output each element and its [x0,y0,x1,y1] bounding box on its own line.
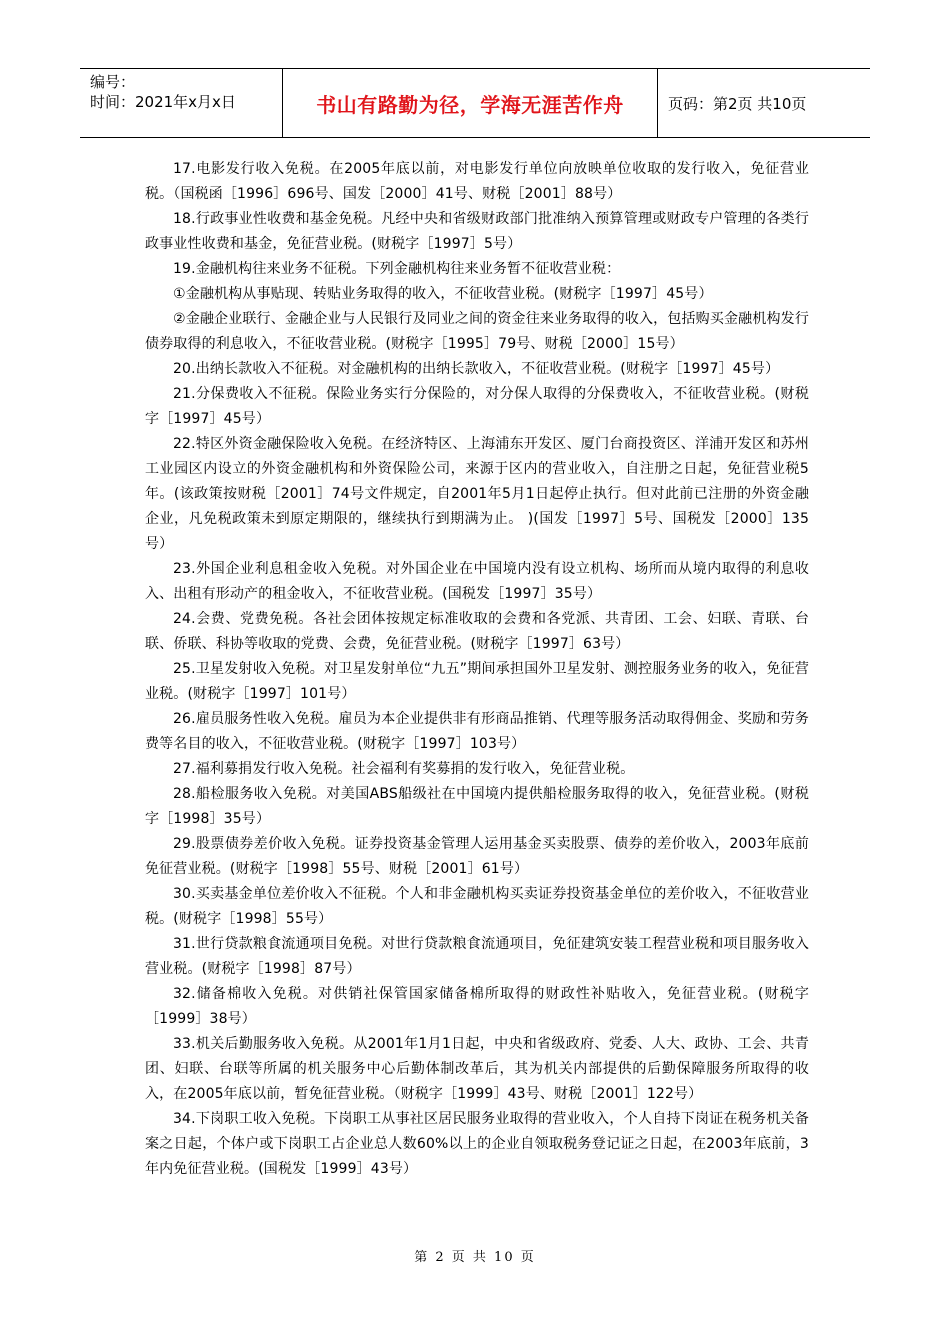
document-body [145,157,809,1182]
paragraph-23: 23.外国企业利息租金收入免税。对外国企业在中国境内没有设立机构、场所而从境内取得的利息收入、出租有形动产的租金收入，不征收营业税。(国税发［1997］35号） [145,561,809,602]
paragraph-25: 25.卫星发射收入免税。对卫星发射单位“九五”期间承担国外卫星发射、测控服务业务的收入，免征营业税。(财税字［1997］101号） [145,661,809,702]
paragraph-33: 33.机关后勤服务收入免税。从2001年1月1日起，中央和省级政府、党委、人大、政协、工会、共青团、妇联、台联等所属的机关服务中心后勤体制改革后，其为机关内部提供的后勤保障服务所取得的收入，在2005年底以前，暂免征营业税。（财税字［1999］43号、财税［2001］122号） [145,1036,809,1102]
paragraph-34: 34.下岗职工收入免税。下岗职工从事社区居民服务业取得的营业收入，个人自持下岗证在税务机关备案之日起，个体户或下岗职工占企业总人数60%以上的企业自领取税务登记证之日起，在2003年底前，3年内免征营业税。(国税发［1999］43号） [145,1111,809,1177]
paragraph-19: 19.金融机构往来业务不征税。下列金融机构往来业务暂不征收营业税： [173,261,621,277]
paragraph-19-item-1: ①金融机构从事贴现、转贴业务取得的收入，不征收营业税。(财税字［1997］45号） [173,286,713,302]
paragraph-17: 17.电影发行收入免税。在2005年底以前，对电影发行单位向放映单位收取的发行收入，免征营业税。（国税函［1996］696号、国发［2000］41号、财税［2001］88号） [145,161,809,202]
document-time-label: 时间：2021年x月x日 [90,93,236,111]
paragraph-27: 27.福利募捐发行收入免税。社会福利有奖募捐的发行收入，免征营业税。 [173,761,635,777]
paragraph-26: 26.雇员服务性收入免税。雇员为本企业提供非有形商品推销、代理等服务活动取得佣金、奖励和劳务费等名目的收入，不征收营业税。(财税字［1997］103号） [145,711,809,752]
page-header [80,68,870,138]
paragraph-24: 24.会费、党费免税。各社会团体按规定标准收取的会费和各党派、共青团、工会、妇联、青联、台联、侨联、科协等收取的党费、会费，免征营业税。(财税字［1997］63号） [145,611,809,652]
paragraph-28: 28.船检服务收入免税。对美国ABS船级社在中国境内提供船检服务取得的收入，免征营业税。(财税字［1998］35号） [145,786,809,827]
header-page-number: 页码：第2页 共10页 [668,94,807,113]
header-info [80,69,283,137]
paragraph-21: 21.分保费收入不征税。保险业务实行分保险的，对分保人取得的分保费收入，不征收营业税。(财税字［1997］45号） [145,386,809,427]
paragraph-22: 22.特区外资金融保险收入免税。在经济特区、上海浦东开发区、厦门台商投资区、洋浦开发区和苏州工业园区内设立的外资金融机构和外资保险公司，来源于区内的营业收入，自注册之日起，免征营业税5年。(该政策按财税［2001］74号文件规定，自2001年5月1日起停止执行。但对此前已注册的外资金融企业，凡免税政策未到原定期限的，继续执行到期满为止。 )(国发［1997］5号、国税发［2000］135号） [145,436,809,552]
header-motto: 书山有路勤为径，学海无涯苦作舟 [283,69,658,137]
paragraph-29: 29.股票债券差价收入免税。证券投资基金管理人运用基金买卖股票、债券的差价收入，2003年底前免征营业税。(财税字［1998］55号、财税［2001］61号） [145,836,809,877]
page-footer: 第 2 页 共 10 页 [414,1250,536,1265]
paragraph-32: 32.储备棉收入免税。对供销社保管国家储备棉所取得的财政性补贴收入，免征营业税。(财税字［1999］38号） [145,986,809,1027]
paragraph-31: 31.世行贷款粮食流通项目免税。对世行贷款粮食流通项目，免征建筑安装工程营业税和项目服务收入营业税。(财税字［1998］87号） [145,936,809,977]
paragraph-30: 30.买卖基金单位差价收入不征税。个人和非金融机构买卖证券投资基金单位的差价收入，不征收营业税。(财税字［1998］55号） [145,886,809,927]
paragraph-19-item-2: ②金融企业联行、金融企业与人民银行及同业之间的资金往来业务取得的收入，包括购买金融机构发行债券取得的利息收入，不征收营业税。(财税字［1995］79号、财税［2000］15号） [145,311,809,352]
paragraph-20: 20.出纳长款收入不征税。对金融机构的出纳长款收入，不征收营业税。(财税字［1997］45号） [173,361,780,377]
paragraph-18: 18.行政事业性收费和基金免税。凡经中央和省级财政部门批准纳入预算管理或财政专户管理的各类行政事业性收费和基金，免征营业税。(财税字［1997］5号） [145,211,809,252]
document-number-label: 编号： [90,73,136,91]
